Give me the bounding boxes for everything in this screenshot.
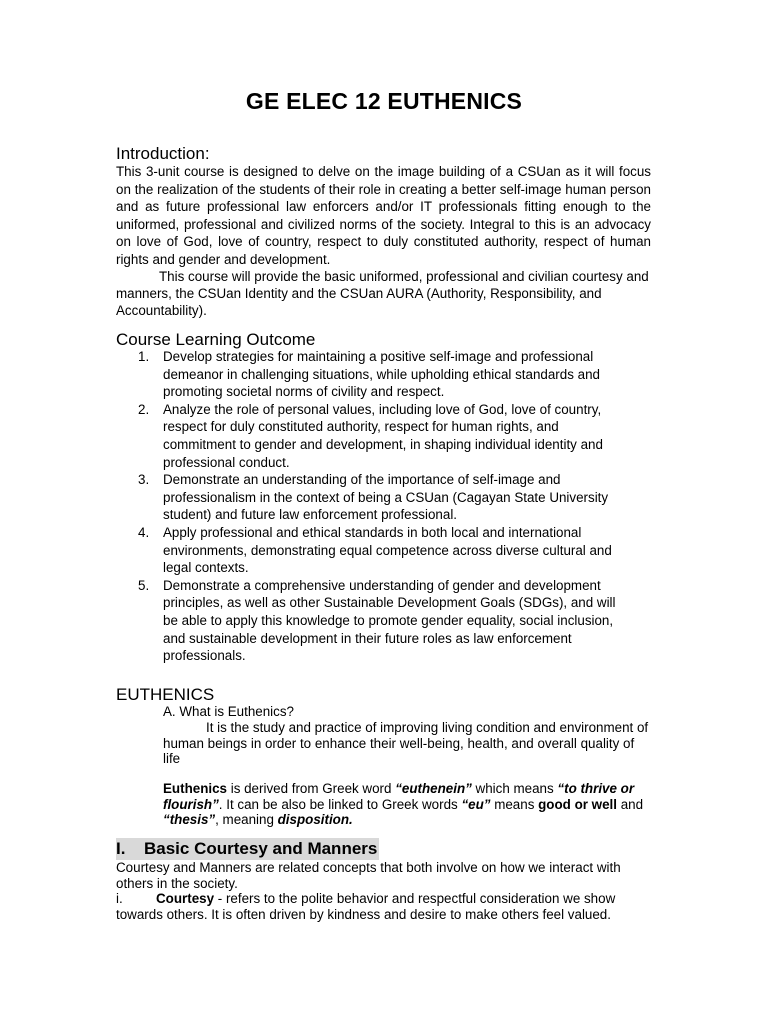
etymology-text-4: means <box>490 796 539 812</box>
introduction-paragraph-2 <box>116 268 651 319</box>
courtesy-item-number: i. <box>116 891 123 906</box>
etymology-text-5: and <box>616 796 644 812</box>
learning-outcome-heading: Course Learning Outcome <box>116 330 316 349</box>
term-euthenics: Euthenics <box>163 781 227 796</box>
learning-outcome-item <box>116 524 626 577</box>
greek-word-euthenein: “euthenein” <box>395 781 472 796</box>
learning-outcome-item <box>116 348 626 401</box>
section-heading-text: Basic Courtesy and Manners <box>144 839 378 858</box>
courtesy-intro: Courtesy and Manners are related concepts that both involve on how we interact with others in the society. <box>116 860 621 891</box>
meaning-good-or-well: good or well <box>538 796 617 812</box>
learning-outcome-number: 2. <box>138 401 150 417</box>
courtesy-definition <box>116 891 656 922</box>
greek-word-eu: “eu” <box>461 796 491 812</box>
term-courtesy: Courtesy <box>156 891 215 906</box>
meaning-thrive: “to thrive or flourish” <box>163 781 635 812</box>
euthenics-definition-text: It is the study and practice of improving living condition and environment of human beings in order to enhance their well-being, health, and overall quality of life <box>163 720 649 766</box>
learning-outcome-number: 3. <box>138 472 150 488</box>
euthenics-question: A. What is Euthenics? <box>163 704 294 719</box>
greek-word-thesis: “thesis” <box>163 812 216 827</box>
courtesy-definition-text: - refers to the polite behavior and respectful consideration we show towards others. It is often driven by kindness and desire to make others feel valued. <box>116 891 616 922</box>
learning-outcome-item <box>116 401 626 471</box>
learning-outcome-list <box>116 348 626 665</box>
introduction-paragraph-2-text: This course will provide the basic uniformed, professional and civilian courtesy and manners, the CSUan Identity and the CSUan AURA (Authority, Responsibility, and Accountability). <box>116 269 649 318</box>
euthenics-etymology <box>163 781 651 828</box>
introduction-heading: Introduction: <box>116 144 210 163</box>
section-heading-courtesy <box>116 838 379 860</box>
learning-outcome-number: 4. <box>138 524 150 540</box>
section-roman-numeral: I. <box>116 839 126 858</box>
etymology-text-2: which means <box>471 781 558 796</box>
etymology-text-3: . It can be also be linked to Greek words <box>218 796 462 812</box>
learning-outcome-item <box>116 471 626 524</box>
introduction-paragraph-1: This 3-unit course is designed to delve on the image building of a CSUan as it will focus on the realization of the students of their role in creating a better self-image human person and as future professional law enforcers and/or IT professionals fitting enough to the uniformed, professional and civilized norms of the society. Integral to this is an advocacy on love of God, love of country, respect to duly constituted authority, respect of human rights and gender and development. <box>116 164 651 267</box>
meaning-disposition: disposition. <box>277 812 353 827</box>
learning-outcome-text: Demonstrate an understanding of the importance of self-image and professionalism in the context of being a CSUan (Cagayan State University student) and future law enforcement professional. <box>163 472 609 523</box>
euthenics-definition <box>163 720 651 767</box>
learning-outcome-item <box>116 577 626 665</box>
learning-outcome-number: 5. <box>138 577 150 593</box>
etymology-text-6: , meaning <box>215 812 278 827</box>
learning-outcome-number: 1. <box>138 349 150 364</box>
learning-outcome-text: Apply professional and ethical standards in both local and international environments, demonstrating equal competence across diverse cultural and legal contexts. <box>163 524 612 576</box>
euthenics-heading: EUTHENICS <box>116 685 215 704</box>
learning-outcome-text: Analyze the role of personal values, including love of God, love of country, respect for duly constituted authority, respect for human rights, and commitment to gender and development, in shaping individual identity and professional conduct. <box>163 401 603 470</box>
etymology-text-1: is derived from Greek word <box>227 781 396 796</box>
learning-outcome-text: Demonstrate a comprehensive understanding of gender and development principles, as well as other Sustainable Development Goals (SDGs), and will be able to apply this knowledge to promote gender equality, social inclusion, and sustainable development in their future roles as law enforcement professionals. <box>163 577 616 664</box>
learning-outcome-text: Develop strategies for maintaining a positive self-image and professional demeanor in challenging situations, while upholding ethical standards and promoting societal norms of civility and respect. <box>163 349 600 400</box>
document-title: GE ELEC 12 EUTHENICS <box>245 88 523 114</box>
